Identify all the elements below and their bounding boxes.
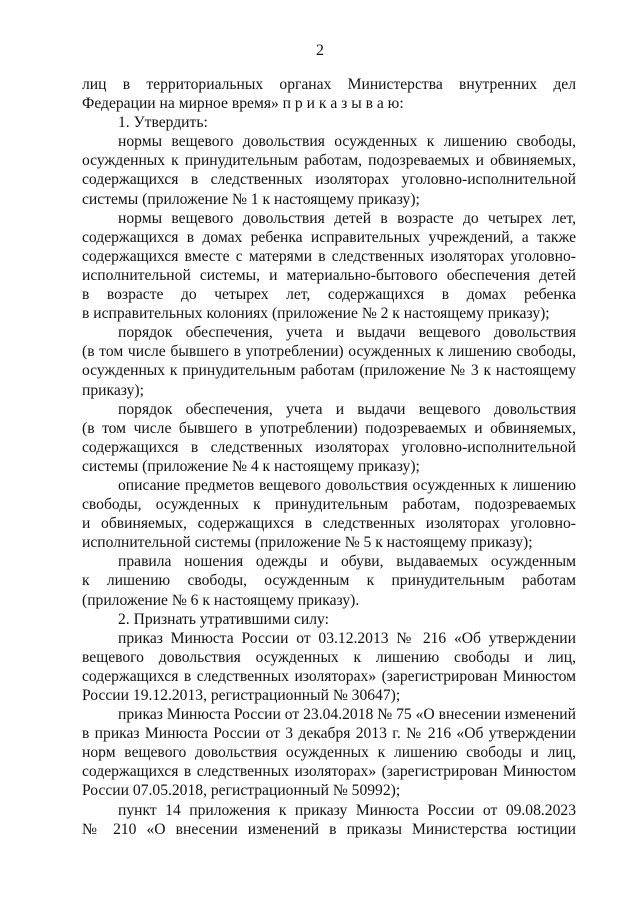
paragraph [82,705,576,800]
paragraph [82,610,576,629]
text-line: норм вещевого довольствия осужденных к лишению свободы и лиц, [82,744,576,762]
text-line: нормы вещевого довольствия осужденных к лишению свободы, [118,133,576,151]
paragraph [82,400,576,476]
text-line: правила ношения одежды и обуви, выдаваемых осужденным [118,553,576,571]
text-line: приказ Минюста России от 03.12.2013 № 216 «Об утверждении [118,629,576,647]
text-line: порядок обеспечения, учета и выдачи вещевого довольствия [118,324,576,342]
text-line: содержащихся вместе с матерями в следственных изоляторах уголовно- [82,247,576,265]
text-line: в исправительных колониях (приложение № 2 к настоящему приказу); [82,305,550,323]
text-line: нормы вещевого довольствия детей в возрасте до четырех лет, [118,209,576,227]
text-line: системы (приложение № 1 к настоящему приказу); [82,190,420,208]
text-line: исполнительной системы, и материально-бытового обеспечения детей [82,266,576,284]
text-line: (приложение № 6 к настоящему приказу). [82,591,360,609]
paragraph [82,323,576,399]
text-line: содержащихся в следственных изоляторах» (зарегистрирован Минюстом [82,763,576,781]
text-line: в возрасте до четырех лет, содержащихся в домах ребенка [82,286,576,304]
text-line: Федерации на мирное время» п р и к а з ы в а ю: [82,95,404,113]
text-line: № 210 «О внесении изменений в приказы Министерства юстиции [82,820,576,838]
text-line: содержащихся в следственных изоляторах уголовно-исполнительной [82,438,576,456]
text-line: (в том числе бывшего в употреблении) осужденных к лишению свободы, [82,343,576,361]
text-line: исполнительной системы (приложение № 5 к настоящему приказу); [82,534,533,552]
text-line: содержащихся в следственных изоляторах» (зарегистрирован Минюстом [82,667,576,685]
text-line: осужденных к принудительным работам (приложение № 3 к настоящему [82,362,576,380]
page-number: 2 [316,42,324,59]
document-body [82,75,576,839]
paragraph [82,113,576,132]
text-line: России 19.12.2013, регистрационный № 30647); [82,687,401,704]
text-line: в приказ Минюста России от 3 декабря 2013 г. № 216 «Об утверждении [82,725,576,743]
text-line: системы (приложение № 4 к настоящему приказу); [82,457,420,475]
text-line: России 07.05.2018, регистрационный № 50992); [82,782,401,800]
text-line: свободы, осужденных к принудительным работам, подозреваемых [82,496,576,514]
text-line: осужденных к принудительным работам, подозреваемых и обвиняемых, [82,152,576,170]
paragraph [82,552,576,609]
text-line: к лишению свободы, осужденным к принудительным работам [82,572,576,590]
text-line: пункт 14 приложения к приказу Минюста России от 09.08.2023 [118,801,576,819]
text-line: 1. Утвердить: [118,114,208,132]
text-line: лиц в территориальных органах Министерства внутренних дел [82,76,576,93]
text-line: (в том числе бывшего в употреблении) подозреваемых и обвиняемых, [82,419,576,437]
paragraph [82,209,576,324]
text-line: приказ Минюста России от 23.04.2018 № 75 «О внесении изменений [118,706,576,724]
text-line: и обвиняемых, содержащихся в следственных изоляторах уголовно- [82,515,576,533]
text-line: вещевого довольствия осужденных к лишению свободы и лиц, [82,648,576,666]
text-line: описание предметов вещевого довольствия осужденных к лишению [118,476,576,494]
text-line: приказу); [82,381,144,399]
paragraph [82,132,576,208]
text-line: 2. Признать утратившими силу: [118,610,329,628]
paragraph [82,801,576,839]
text-line: содержащихся в домах ребенка исправительных учреждений, а также [82,228,576,246]
paragraph [82,75,576,113]
text-line: порядок обеспечения, учета и выдачи вещевого довольствия [118,400,576,418]
paragraph [82,629,576,705]
paragraph [82,476,576,552]
text-line: содержащихся в следственных изоляторах уголовно-исполнительной [82,171,576,189]
